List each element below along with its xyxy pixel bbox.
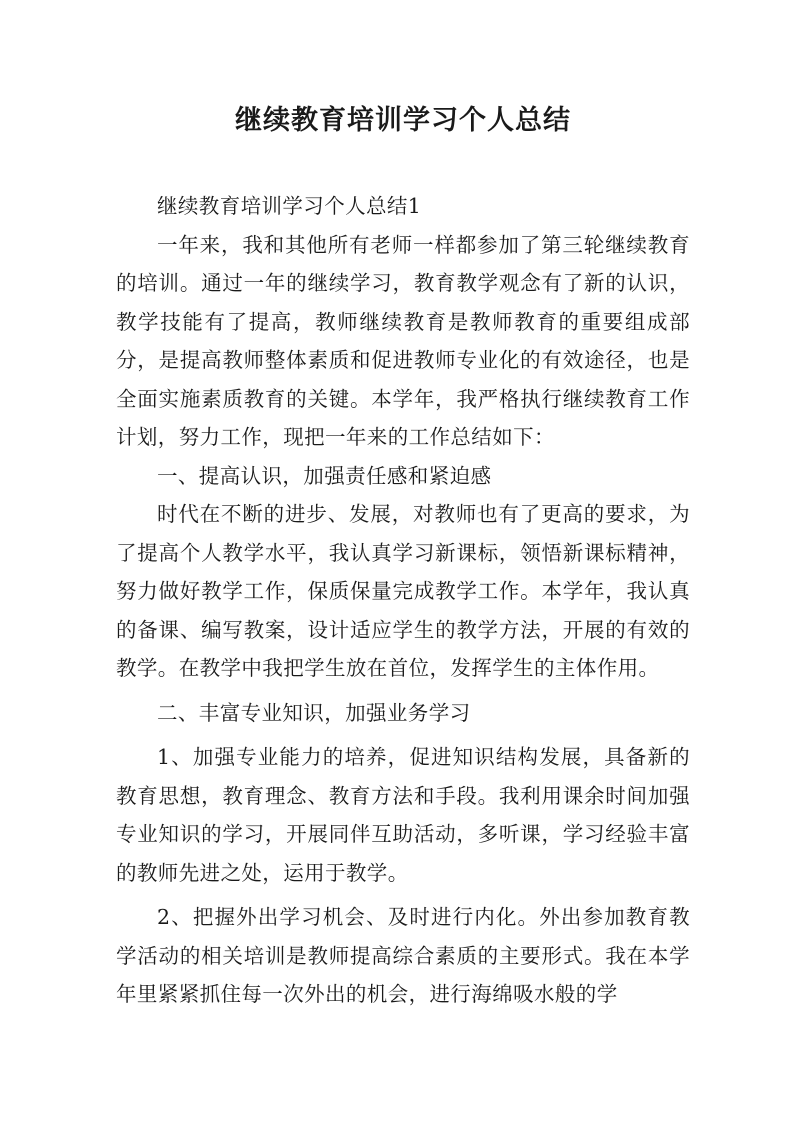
document-title: 继续教育培训学习个人总结 [235, 105, 571, 136]
document-body [116, 187, 690, 1014]
section-2-item-1: 1、加强专业能力的培养，促进知识结构发展，具备新的教育思想，教育理念、教育方法和手段。我利用课余时间加强专业知识的学习，开展同伴互助活动，多听课，学习经验丰富的教师先进之处，运用于教学。 [116, 745, 690, 885]
section-2-item-2: 2、把握外出学习机会、及时进行内化。外出参加教育教学活动的相关培训是教师提高综合素质的主要形式。我在本学年里紧紧抓住每一次外出的机会，进行海绵吸水般的学 [116, 905, 690, 1006]
section-2-heading: 二、丰富专业知识，加强业务学习 [157, 700, 471, 725]
document-subtitle: 继续教育培训学习个人总结1 [157, 194, 422, 218]
intro-paragraph: 一年来，我和其他所有老师一样都参加了第三轮继续教育的培训。通过一年的继续学习，教育教学观念有了新的认识，教学技能有了提高，教师继续教育是教师教育的重要组成部分，是提高教师整体素质和促进教师专业化的有效途径，也是全面实施素质教育的关键。本学年，我严格执行继续教育工作计划，努力工作，现把一年来的工作总结如下： [116, 232, 690, 449]
section-1-heading: 一、提高认识，加强责任感和紧迫感 [157, 463, 492, 488]
section-1-paragraph: 时代在不断的进步、发展，对教师也有了更高的要求，为了提高个人教学水平，我认真学习新课标，领悟新课标精神，努力做好教学工作，保质保量完成教学工作。本学年，我认真的备课、编写教案，设计适应学生的教学方法，开展的有效的教学。在教学中我把学生放在首位，发挥学生的主体作用。 [116, 502, 690, 680]
